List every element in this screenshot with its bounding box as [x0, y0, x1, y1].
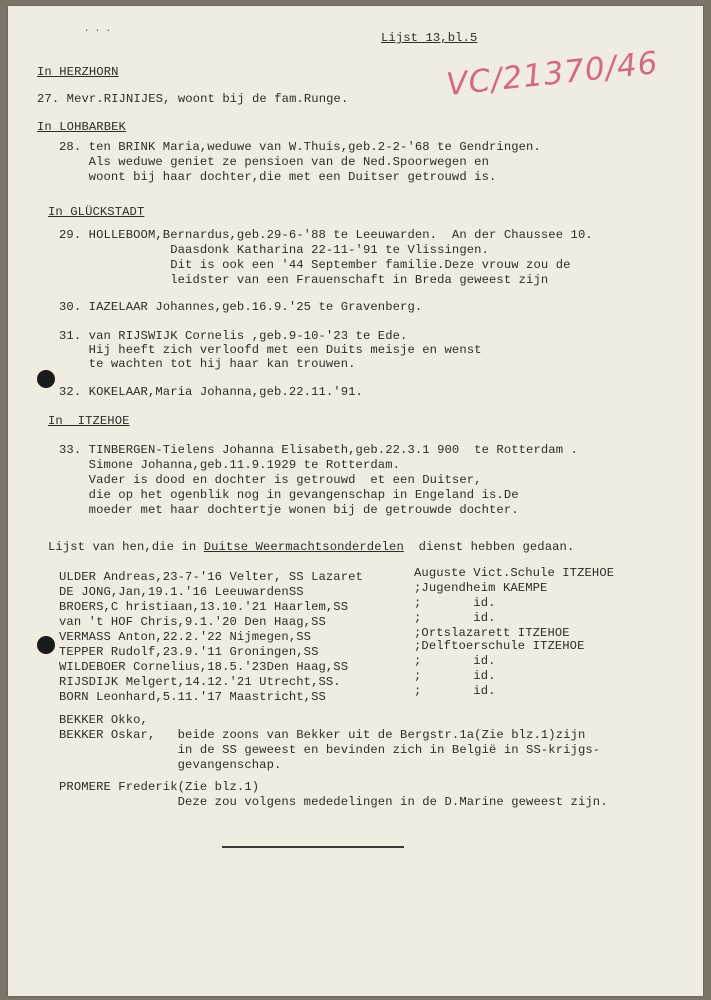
heading-herzhorn: In HERZHORN — [37, 65, 119, 79]
entry-27: 27. Mevr.RIJNIJES, woont bij de fam.Runge. — [37, 92, 349, 106]
roster-right-2: ;Jugendheim KAEMPE — [414, 581, 548, 595]
heading-itzehoe: In ITZEHOE — [48, 414, 130, 428]
closing-rule — [222, 846, 404, 848]
archive-stamp: VC/21370/46 — [444, 44, 661, 104]
heading-gluckstadt: In GLÜCKSTADT — [48, 205, 145, 219]
roster-left-8: RIJSDIJK Melgert,14.12.'21 Utrecht,SS. — [59, 675, 341, 689]
entry-31-line3: te wachten tot hij haar kan trouwen. — [59, 357, 356, 371]
roster-right-5: ;Ortslazarett ITZEHOE — [414, 626, 570, 640]
roster-left-2: DE JONG,Jan,19.1.'16 LeeuwardenSS — [59, 585, 304, 599]
bekker-line1: BEKKER Okko, — [59, 713, 148, 727]
wehrmacht-intro: Lijst van hen,die in Duitse Weermachtsonderdelen dienst hebben gedaan. — [48, 540, 575, 554]
roster-left-1: ULDER Andreas,23-7-'16 Velter, SS Lazaret — [59, 570, 363, 584]
roster-left-6: TEPPER Rudolf,23.9.'11 Groningen,SS — [59, 645, 319, 659]
roster-left-4: van 't HOF Chris,9.1.'20 Den Haag,SS — [59, 615, 326, 629]
wehrmacht-intro-underlined: Duitse Weermachtsonderdelen — [203, 540, 404, 554]
roster-left-7: WILDEBOER Cornelius,18.5.'23Den Haag,SS — [59, 660, 349, 674]
roster-right-4: ; id. — [414, 611, 496, 625]
roster-right-6: ;Delftoerschule ITZEHOE — [414, 639, 585, 653]
entry-33-line1: 33. TINBERGEN-Tielens Johanna Elisabeth,geb.22.3.1 900 te Rotterdam . — [59, 443, 578, 457]
promere-line2: Deze zou volgens mededelingen in de D.Marine geweest zijn. — [59, 795, 608, 809]
promere-line1: PROMERE Frederik(Zie blz.1) — [59, 780, 260, 794]
roster-right-7: ; id. — [414, 654, 496, 668]
roster-right-3: ; id. — [414, 596, 496, 610]
punch-hole-upper — [37, 370, 55, 388]
page-header: Lijst 13,bl.5 — [381, 31, 478, 45]
roster-left-3: BROERS,C hristiaan,13.10.'21 Haarlem,SS — [59, 600, 349, 614]
entry-32: 32. KOKELAAR,Maria Johanna,geb.22.11.'91. — [59, 385, 363, 399]
entry-33-line2: Simone Johanna,geb.11.9.1929 te Rotterdam. — [59, 458, 401, 472]
entry-29-line3: Dit is ook een '44 September familie.Deze vrouw zou de — [59, 258, 571, 272]
bekker-line3: in de SS geweest en bevinden zich in België in SS-krijgs- — [59, 743, 601, 757]
entry-33-line5: moeder met haar dochtertje wonen bij de getrouwde dochter. — [59, 503, 519, 517]
entry-31-line1: 31. van RIJSWIJK Cornelis ,geb.9-10-'23 te Ede. — [59, 329, 408, 343]
entry-33-line3: Vader is dood en dochter is getrouwd et een Duitser, — [59, 473, 482, 487]
entry-29-line1: 29. HOLLEBOOM,Bernardus,geb.29-6-'88 te Leeuwarden. An der Chaussee 10. — [59, 228, 593, 242]
bekker-line4: gevangenschap. — [59, 758, 282, 772]
bekker-line2: BEKKER Oskar, beide zoons van Bekker uit de Bergstr.1a(Zie blz.1)zijn — [59, 728, 586, 742]
roster-right-1: Auguste Vict.Schule ITZEHOE — [414, 566, 615, 580]
entry-28-line1: 28. ten BRINK Maria,weduwe van W.Thuis,geb.2-2-'68 te Gendringen. — [59, 140, 541, 154]
entry-30: 30. IAZELAAR Johannes,geb.16.9.'25 te Gravenberg. — [59, 300, 423, 314]
entry-29-line2: Daasdonk Katharina 22-11-'91 te Vlissingen. — [59, 243, 489, 257]
entry-28-line3: woont bij haar dochter,die met een Duitser getrouwd is. — [59, 170, 497, 184]
punch-hole-lower — [37, 636, 55, 654]
entry-28-line2: Als weduwe geniet ze pensioen van de Ned.Spoorwegen en — [59, 155, 489, 169]
roster-right-9: ; id. — [414, 684, 496, 698]
entry-31-line2: Hij heeft zich verloofd met een Duits meisje en wenst — [59, 343, 482, 357]
entry-33-line4: die op het ogenblik nog in gevangenschap in Engeland is.De — [59, 488, 519, 502]
heading-lohbarbek: In LOHBARBEK — [37, 120, 126, 134]
entry-29-line4: leidster van een Frauenschaft in Breda geweest zijn — [59, 273, 549, 287]
top-marks: · · · — [84, 26, 112, 36]
roster-right-8: ; id. — [414, 669, 496, 683]
roster-left-9: BORN Leonhard,5.11.'17 Maastricht,SS — [59, 690, 326, 704]
roster-left-5: VERMASS Anton,22.2.'22 Nijmegen,SS — [59, 630, 312, 644]
